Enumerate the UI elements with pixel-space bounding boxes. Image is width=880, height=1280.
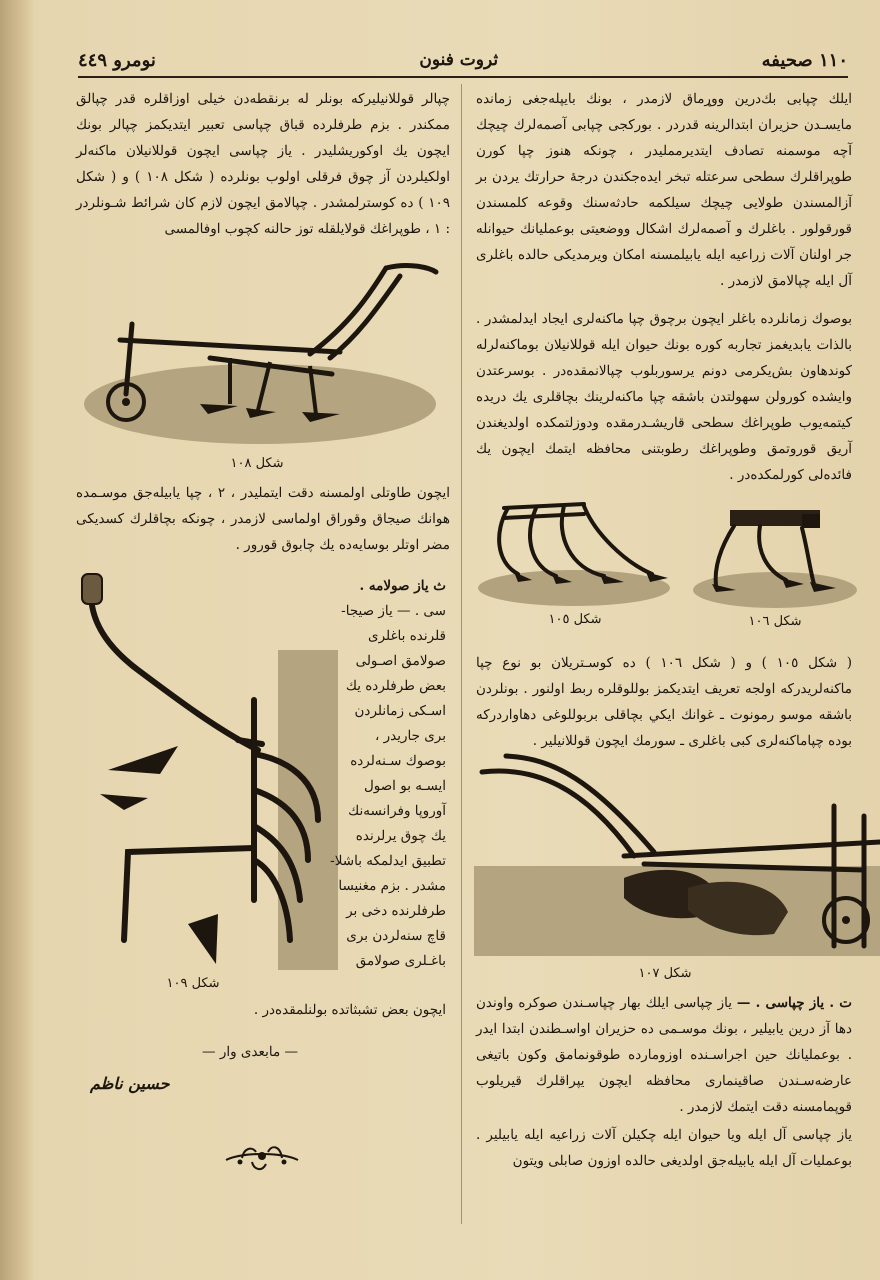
page-binding-edge	[0, 0, 36, 1280]
caption-figure-109: شكل ١٠٩	[166, 976, 220, 991]
left-column-narrow-text	[318, 574, 446, 974]
narrow-line: صولامق اصـولى	[355, 653, 446, 669]
right-column-machines	[476, 306, 852, 490]
left-column-middle	[76, 480, 450, 560]
paragraph-hoe-conditions: چپالر قوللانيليركه بونلر له برنقطه‌دن خيلى اوزاقلره قدر چپالق ممكندر . بزم طرفلرده قباق چپاسى تعبير ايتديكمز چپالر بونك ايچون يك اوكوريشليدر . ياز چپاسى ايچون قوللانيلان ماكنه‌لر اولكيلردن آز چوق فرقلى اولوب بونلرده ( شكل ١٠٨ ) و ( شكل ١٠٩ ) ده كوسترلمشدر . چپالامق ايچون لازم كان شرائط شـونلردر : ١ ، طوپراغك قولايلقله توز حالنه كچوب اوفالمسى	[76, 91, 450, 237]
page-number-label: ١١٠ صحيفه	[761, 49, 848, 71]
paragraph-spring-hoeing: ايلك چپابى بك‌درين ووړماق لازمدر ، بونك بايپله‌جغى زمانده مايسـدن حزيران ابتدالرينه قدردر . بوركجى چپابى آصمه‌لرك چيچك آچه موسمنه تصادف ايتديرممليدر ، چونكه هنوز چپا كورن طوپراقلرك سطحى سرعتله تبخر ايده‌جكندن درجهٔ حرارتك يردن بر آزالمسندن طولايى چيچك سيلكمه حادثه‌سنك وقوعه كلمسندن قورقولور . باغلرك و آصمه‌لرك اشكال ووضعيتى بوعمليانك حيوانله جر اولنان آلات زراعيه ايله يابيلمسنه امكان ويرمديكى حالده باغلرى آل ايله چپالامق لازمدر .	[476, 91, 852, 289]
narrow-last-line: ايچون بعض تشبثاتده بولنلمقده‌در .	[253, 1002, 446, 1018]
figure-108-cultivator	[80, 254, 442, 454]
narrow-line: طرفلرنده دخى بر	[346, 903, 446, 919]
narrow-line: مشدر . بزم مغنيسا	[338, 878, 446, 894]
narrow-line: برى جاريدر ،	[374, 728, 446, 744]
narrow-line: قاچ سنه‌لردن برى	[346, 928, 446, 944]
right-column-summer-hoeing	[476, 990, 852, 1176]
narrow-line: باغـلرى صولامق	[355, 953, 446, 969]
narrow-line: سى . — ياز صيجا-	[341, 603, 446, 619]
paragraph-figure-description: ( شكل ١٠٥ ) و ( شكل ١٠٦ ) ده كوسـتريلان بو نوع چپا ماكنه‌لريدركه اولجه تعريف ايتديكمز بوللوقلره ربط اولنور . بونلردن باشقه موسو رمونوت ـ غوانك ايكي بچاقلى بربوللوغى دهاواردركه بوده چپاماكنه‌لرى كبى باغلرى ـ سورمك ايچون قوللانيلير .	[476, 655, 853, 749]
figure-105-cultivator	[474, 492, 674, 612]
caption-figure-105: شكل ١٠٥	[548, 612, 602, 627]
narrow-line: تطبيق ايدلمكه باشلا-	[330, 853, 446, 869]
paragraph-hoe-machines: بوصوك زمانلرده باغلر ايچون برچوق چپا ماكنه‌لرى ايجاد ايدلمشدر . بالذات يابديغمز تجاربه كوره بونك حيوان ايله قوللانيلان بوماكنه‌لرله كوندهاون بش‌يكرمى دونم يرسوربلوب چپالانمقده‌در . بوسرعتدن وايشده كورولن سهولتدن باشقه چپا ماكنه‌لرينك بچاقلرى يك دريده كيتمه‌يوب طوپراغك سطحى قاريشـدرمقده ودوزلتمكده اولديغندن آريق قوروتمق وطوپراغك رطوبتنى محافظه ايتمك ايچون يك فائده‌لى كورلمكده‌در .	[476, 311, 852, 483]
paragraph-weather-conditions: ايچون طاوتلى اولمسنه دقت ايتمليدر ، ٢ ، چپا يابيله‌جق موسـمده هوانك صيجاق وقوراق اولماسى لازمدر ، چونكه بچاقلرك كسديكى مضر اوتلر بوسايه‌ده يك چابوق قورور .	[76, 485, 450, 553]
figure-107-plough	[474, 746, 880, 966]
right-column-top	[476, 86, 852, 296]
narrow-line: قلرنده باغلرى	[368, 628, 446, 644]
left-column-top	[76, 86, 450, 244]
narrow-line: ايسـه بو اصول	[363, 778, 446, 794]
page-header	[78, 44, 848, 78]
heading-summer-hoeing: ت . ياز چپاسى . —	[736, 995, 852, 1011]
caption-figure-106: شكل ١٠٦	[748, 614, 802, 629]
continued-note: — مابعدى وار —	[202, 1044, 298, 1060]
issue-number-label: نومرو ٤٤٩	[78, 49, 156, 71]
right-column-figures-text	[476, 650, 852, 756]
text-summer-hoeing: ياز چپاسى ايلك بهار چپاسـندن صوكره واوندن دها آز درين يابيلير ، بونك موسـمى ده حزيران اواسـطندن ابتدا ايدر . بوعمليانك حين اجراسـنده اوزومارده طوقونمامق وكون باتيغى عارضه‌سـندن صاقينمارى محافظه ايچون يپراقلرك قيريلوب قوپمامسنه دقت ايتمك لازمدر .	[476, 995, 852, 1115]
narrow-line: بعض طرفلرده يك	[345, 678, 446, 694]
narrow-line: بوصوك سـنه‌لرده	[350, 753, 446, 769]
narrow-line: اسـكى زمانلردن	[354, 703, 446, 719]
author-signature: حسين ناظم	[90, 1074, 170, 1093]
narrow-line: يك چوق يرلرنده	[355, 828, 446, 844]
floral-ornament-icon	[222, 1140, 302, 1176]
column-divider	[461, 84, 462, 1224]
paragraph-summer-hoeing	[476, 990, 852, 1120]
figure-109-cultivator	[68, 570, 338, 980]
heading-summer-watering: ث ياز صولامه .	[359, 578, 446, 594]
narrow-line: آوروپا وفرانسه‌نك	[348, 803, 446, 819]
journal-title: ثروت فنون	[419, 50, 499, 70]
caption-figure-107: شكل ١٠٧	[638, 966, 692, 981]
paragraph-summer-hoeing-tools: ياز چپاسى آل ايله ويا حيوان ايله چكيلن آلات زراعيه ايله يابيلير . بوعمليات آل ايله يابيله‌جق اولديغى حالده اوزون صابلى ويتون	[476, 1127, 852, 1169]
figure-106-cultivator	[690, 504, 860, 612]
caption-figure-108: شكل ١٠٨	[230, 456, 284, 471]
